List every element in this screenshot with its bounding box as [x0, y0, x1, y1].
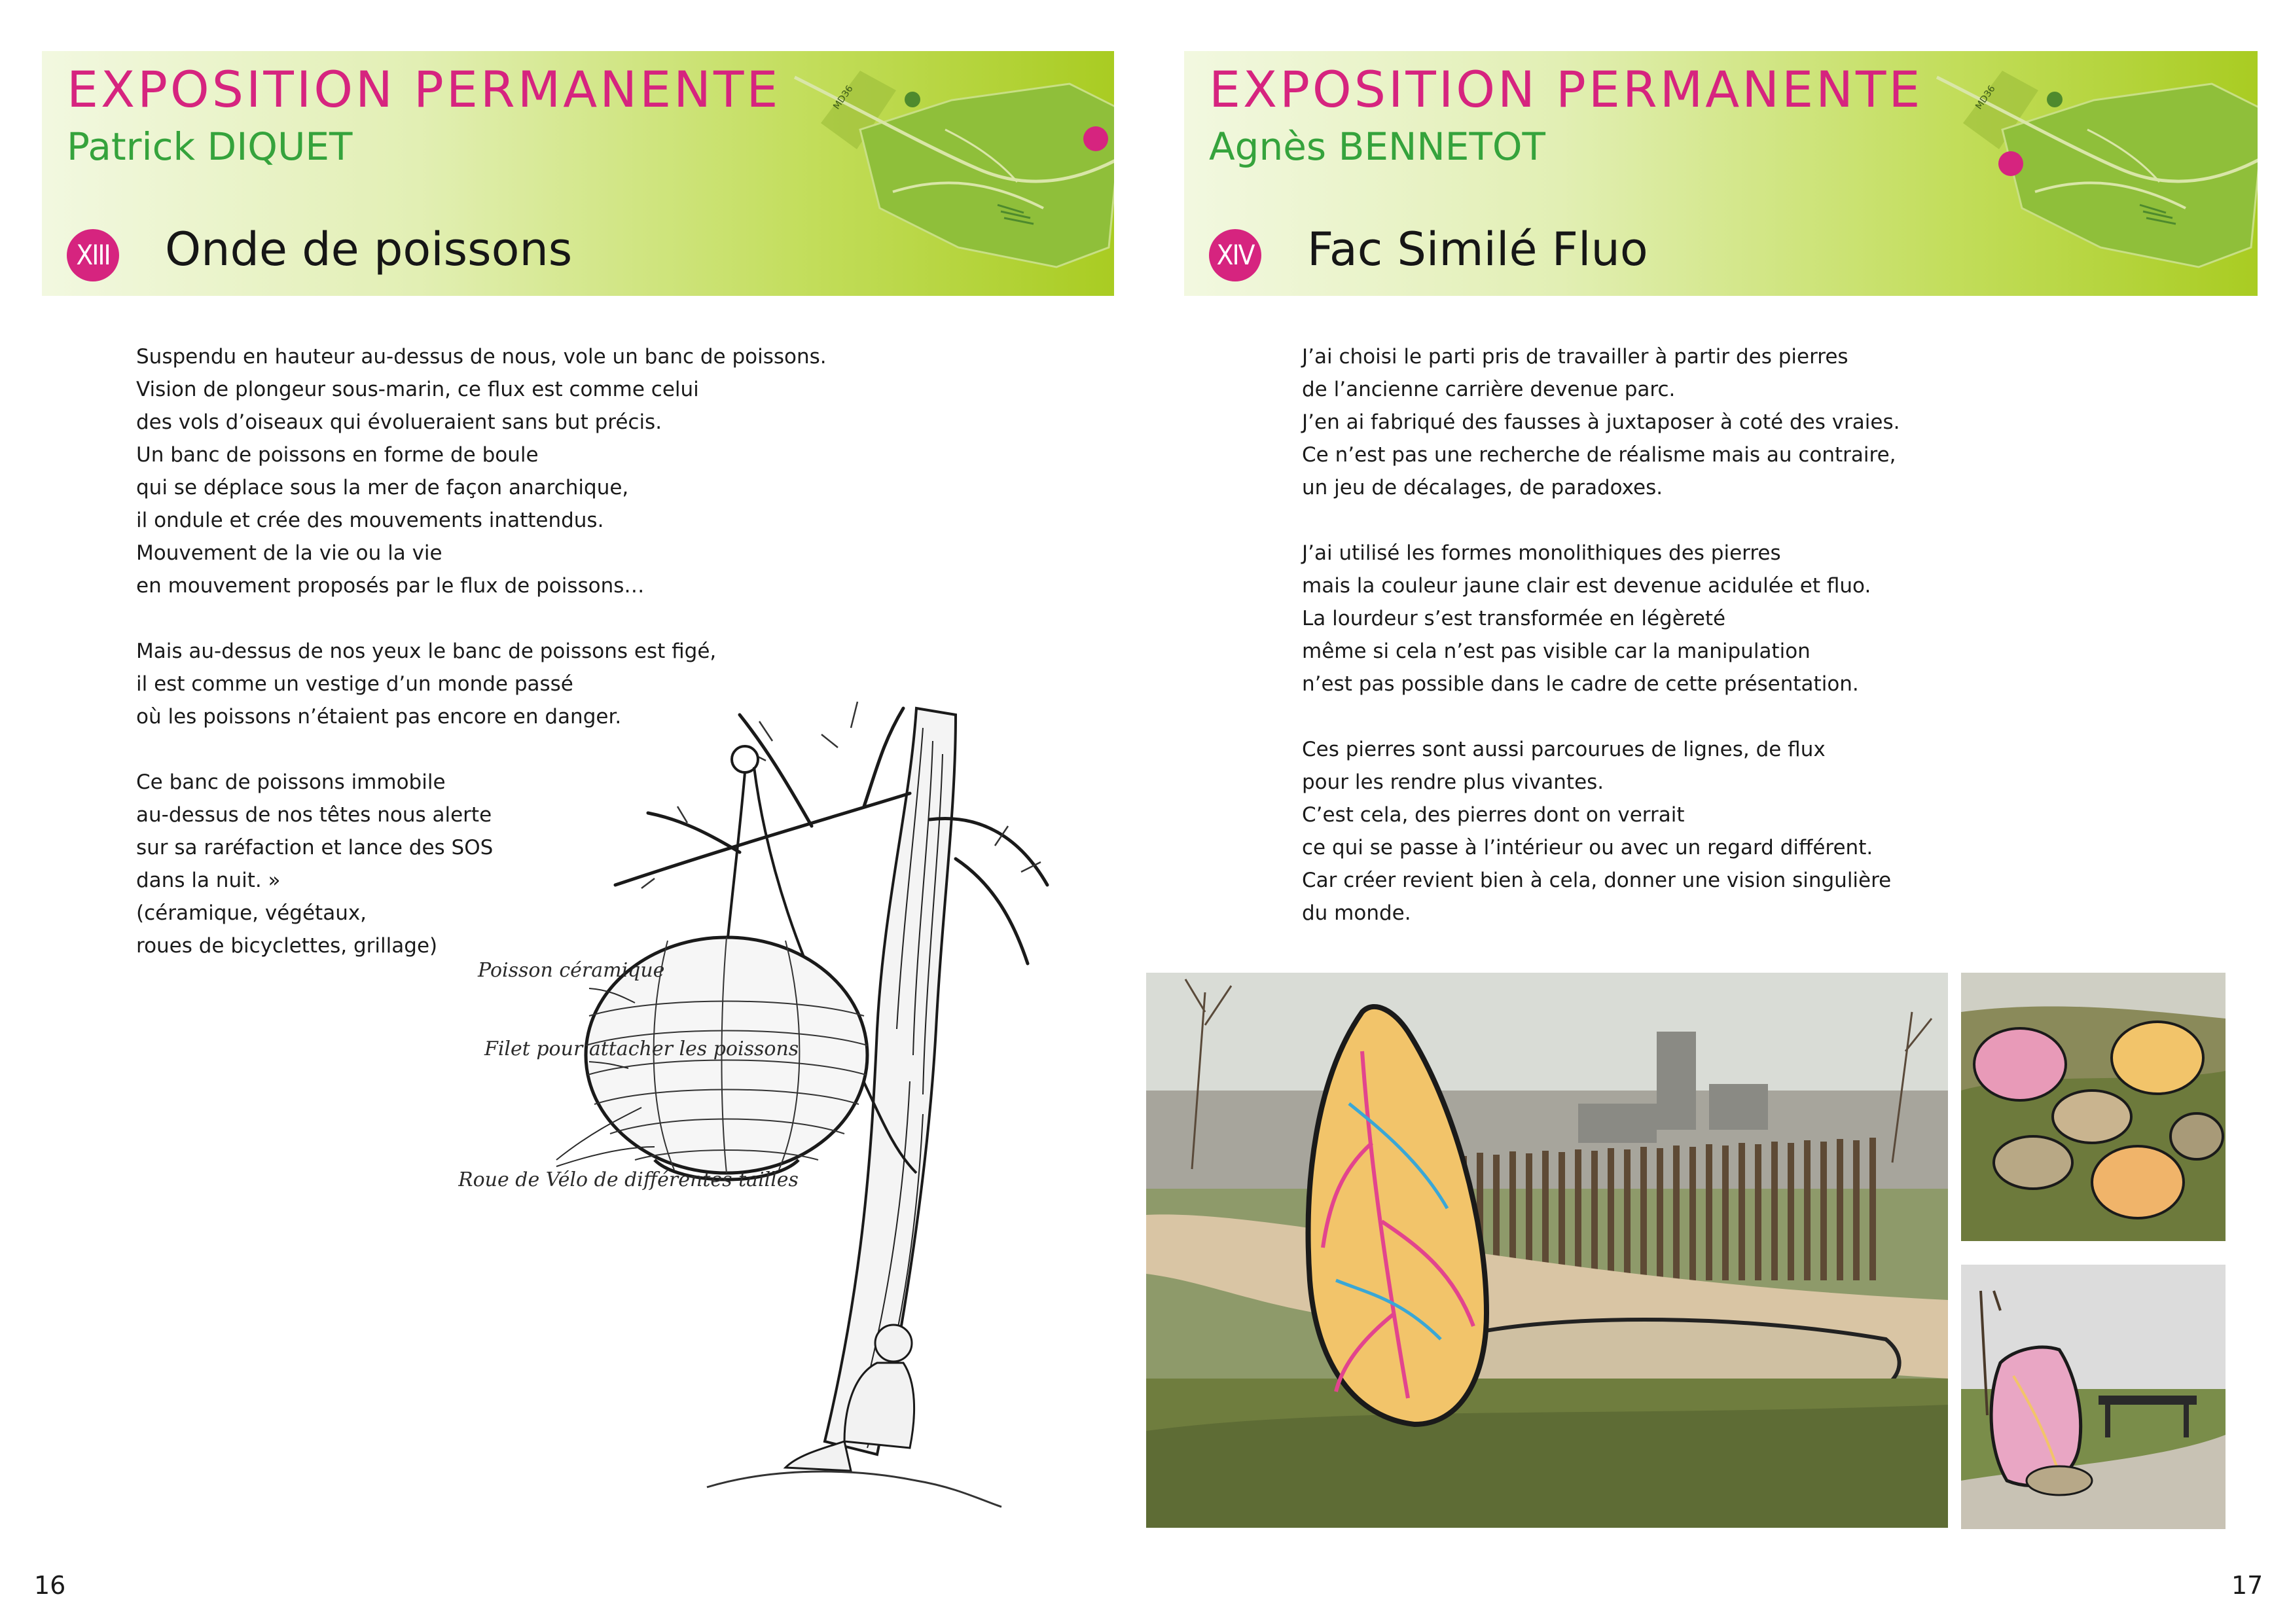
photo-fake-stone-park: [1146, 973, 1948, 1528]
artist-name: Patrick DIQUET: [67, 124, 353, 169]
photo-stone-bench: [1961, 1265, 2226, 1529]
svg-text:MD36: MD36: [831, 83, 856, 112]
page-number: 17: [2231, 1571, 2263, 1600]
photo-stones-grass: [1961, 973, 2226, 1241]
sketch-label-poisson: Poisson céramique: [478, 959, 665, 982]
sketch-illustration: [458, 689, 1073, 1526]
svg-text:MD36: MD36: [1974, 83, 1998, 112]
artist-name: Agnès BENNETOT: [1209, 124, 1545, 169]
work-description: Suspendu en hauteur au-dessus de nous, vole un banc de poissons. Vision de plongeur sous-marin, ce flux est comme celui des vols d’oiseaux qui évolueraient sans but précis. Un banc de poissons en forme de boule qui se déplace sous la mer de façon anarchique, il ondule et crée des mouvements inattendus. Mouvement de la vie ou la vie en mouvement proposés par le flux de poissons… Mais au-dessus de nos yeux le banc de poissons est figé, il est comme un vestige d’un monde passé où les poissons n’étaient pas encore en danger. Ce banc de poissons immobile au-dessus de nos têtes nous alerte sur sa raréfaction et lance des SOS dans la nuit. » (céramique, végétaux, roues de bicyclettes, grillage): [136, 345, 827, 958]
exhibition-heading: EXPOSITION PERMANENTE: [1209, 60, 1923, 118]
work-title: Onde de poissons: [165, 223, 573, 276]
park-map: [782, 51, 1114, 296]
work-number-badge: XIII: [67, 229, 119, 281]
sketch-label-roue: Roue de Vélo de différentes tailles: [458, 1168, 799, 1191]
sketch-label-filet: Filet pour attacher les poissons: [484, 1038, 799, 1060]
work-number-badge: XIV: [1209, 229, 1261, 281]
work-title: Fac Similé Fluo: [1307, 223, 1648, 276]
header-banner: [42, 51, 1114, 296]
left-page: [0, 0, 1144, 1624]
right-page: [1145, 0, 2289, 1624]
header-banner: [1184, 51, 2258, 296]
park-map: [1924, 51, 2258, 296]
exhibition-heading: EXPOSITION PERMANENTE: [67, 60, 781, 118]
page-number: 16: [34, 1571, 66, 1600]
work-description: J’ai choisi le parti pris de travailler à partir des pierres de l’ancienne carrière devenue parc. J’en ai fabriqué des fausses à juxtaposer à coté des vraies. Ce n’est pas une recherche de réalisme mais au contraire, un jeu de décalages, de paradoxes. J’ai utilisé les formes monolithiques des pierres mais la couleur jaune clair est devenue acidulée et fluo. La lourdeur s’est transformée en légèreté même si cela n’est pas visible car la manipulation n’est pas possible dans le cadre de cette présentation. Ces pierres sont aussi parcourues de lignes, de flux pour les rendre plus vivantes. C’est cela, des pierres dont on verrait ce qui se passe à l’intérieur ou avec un regard différent. Car créer revient bien à cela, donner une vision singulière du monde.: [1302, 345, 1900, 925]
